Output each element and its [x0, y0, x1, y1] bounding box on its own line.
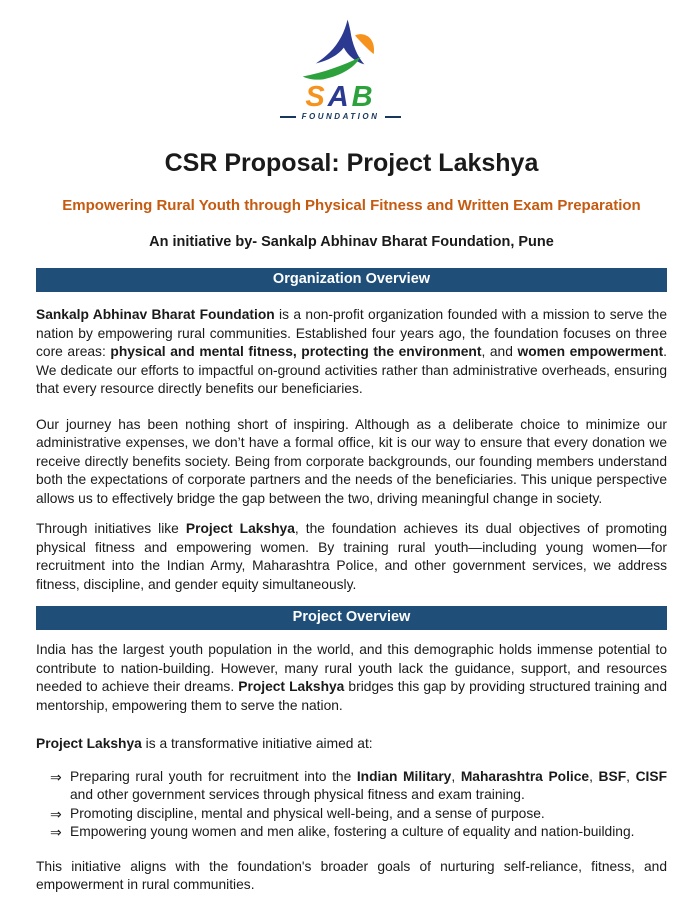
page-subtitle: Empowering Rural Youth through Physical Fitness and Written Exam Preparation	[62, 197, 641, 214]
arrow-bullet-icon: ⇒	[50, 768, 62, 785]
logo-foundation-row	[280, 112, 402, 122]
project-closing-paragraph: This initiative aligns with the foundation's broader goals of nurturing self-reliance, fitness, and empowerment in rural communities.	[36, 858, 667, 892]
project-aim-line: Project Lakshya is a transformative initiative aimed at:	[36, 736, 373, 751]
bird-green-swoosh-shape	[302, 57, 360, 80]
logo-wordmark	[305, 81, 376, 113]
project-overview-intro: India has the largest youth population in the world, and this demographic holds immense potential to contribute to nation-building. However, many rural youth lack the guidance, support, and resources needed to achieve their dreams. Project Lakshya bridges this gap by providing structured training and mentorship, empowering them to serve the nation.	[36, 642, 667, 713]
section-heading-organization-overview: Organization Overview	[36, 268, 667, 292]
bird-wing-body-shape	[315, 20, 364, 65]
section-heading-project-overview: Project Overview	[36, 606, 667, 630]
initiative-byline: An initiative by- Sankalp Abhinav Bharat Foundation, Pune	[149, 234, 554, 250]
page-title: CSR Proposal: Project Lakshya	[164, 149, 539, 177]
list-item	[36, 768, 667, 805]
logo	[25, 14, 656, 122]
org-overview-paragraph-1: Sankalp Abhinav Bharat Foundation is a non-profit organization founded with a mission to serve the nation by empowering rural communities. Established four years ago, the foundation focuses on three core areas: physical and mental fitness, protecting the environment, and women empowerment. We dedicate our efforts to impactful on-ground activities rather than administrative overheads, ensuring that every resource directly benefits our beneficiaries.	[36, 307, 668, 396]
foundation-left-dash	[280, 116, 296, 118]
org-overview-paragraph-2: Our journey has been nothing short of inspiring. Although as a deliberate choice to minimize our administrative expenses, we don’t have a formal office, kit is our way to ensure that every donation we receive directly benefits society. Being from corporate backgrounds, our founding members understand both the expectations of corporate partners and the needs of the beneficiaries. This unique perspective allows us to effectively bridge the gap between the two, driving meaningful change in society.	[36, 416, 667, 506]
arrow-bullet-icon: ⇒	[50, 805, 62, 822]
list-item-text: Promoting discipline, mental and physical well-being, and a sense of purpose.	[70, 805, 545, 821]
org-overview-paragraph-3: Through initiatives like Project Lakshya, the foundation achieves its dual objectives of promoting physical fitness and empowering women. By training rural youth—including young women—for recruitment into the Indian Army, Maharashtra Police, and other government services, we address fitness, discipline, and gender equity simultaneously.	[36, 521, 667, 592]
project-aims-list	[36, 768, 667, 842]
arrow-bullet-icon: ⇒	[50, 824, 62, 840]
list-item	[36, 823, 667, 842]
bird-head-shape	[355, 34, 374, 54]
foundation-right-dash	[385, 116, 401, 118]
list-item	[36, 805, 667, 824]
sab-bird-logo-icon	[299, 14, 383, 84]
list-item-text: Empowering young women and men alike, fostering a culture of equality and nation-building.	[70, 824, 635, 839]
foundation-label: FOUNDATION	[301, 112, 380, 121]
logo-letter-a: A	[327, 81, 352, 113]
list-item-text: Preparing rural youth for recruitment into the Indian Military, Maharashtra Police, BSF, CISF and other government services through physical fitness and exam training.	[70, 768, 668, 802]
logo-letter-b: B	[351, 81, 376, 113]
logo-letter-s: S	[305, 81, 328, 113]
